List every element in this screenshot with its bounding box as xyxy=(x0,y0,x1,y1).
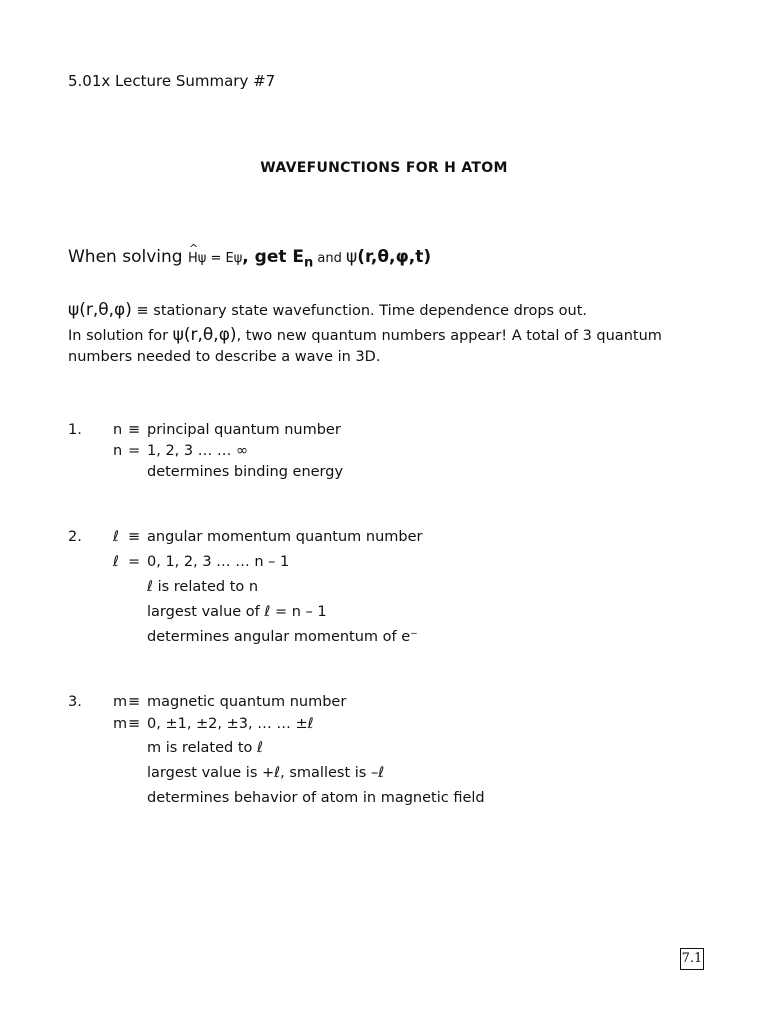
item-relation: ≡ xyxy=(128,716,141,732)
psi-variables: (r,θ,φ) xyxy=(79,300,132,320)
item-symbol: m xyxy=(113,716,128,732)
item-number: 2. xyxy=(68,529,82,545)
item-text: largest value of ℓ = n – 1 xyxy=(147,604,327,620)
schrodinger-eq: ψ = Eψ xyxy=(197,251,243,266)
psi-variables: (r,θ,φ) xyxy=(183,325,237,345)
item-text: 0, ±1, ±2, ±3, … … ±ℓ xyxy=(147,716,314,732)
item-symbol: ℓ xyxy=(113,554,119,570)
intro-line-2-end: , two new quantum numbers appear! A total of 3 quantum xyxy=(236,328,662,344)
course-header: 5.01x Lecture Summary #7 xyxy=(68,72,276,90)
intro-line-1 xyxy=(68,300,587,320)
item-text: ℓ is related to n xyxy=(147,579,259,595)
intro-line-1-text: ≡ stationary state wavefunction. Time dependence drops out. xyxy=(131,303,588,319)
page-number: 7.1 xyxy=(680,948,704,970)
item-symbol: ℓ xyxy=(113,529,119,545)
energy-subscript: n xyxy=(304,255,314,271)
psi-symbol: ψ xyxy=(172,325,184,345)
intro-line-2-start: In solution for xyxy=(68,328,173,344)
get-energy: , get E xyxy=(242,247,305,267)
intro-line-3: numbers needed to describe a wave in 3D. xyxy=(68,349,381,365)
item-symbol: m xyxy=(113,694,128,710)
psi-symbol: ψ xyxy=(68,300,80,320)
psi-variables: (r,θ,φ,t) xyxy=(357,247,432,267)
item-symbol: n xyxy=(113,443,123,459)
item-relation: = xyxy=(128,443,141,459)
page-title: WAVEFUNCTIONS FOR H ATOM xyxy=(260,160,508,176)
hamiltonian-operator: ^ H xyxy=(188,251,198,266)
item-number: 1. xyxy=(68,422,82,438)
item-text: angular momentum quantum number xyxy=(147,529,423,545)
solving-line xyxy=(68,247,431,270)
item-text: m is related to ℓ xyxy=(147,740,263,756)
item-relation: ≡ xyxy=(128,694,141,710)
item-text: determines binding energy xyxy=(147,464,344,480)
item-text: 0, 1, 2, 3 … … n – 1 xyxy=(147,554,290,570)
item-text: largest value is +ℓ, smallest is –ℓ xyxy=(147,765,385,781)
item-text: principal quantum number xyxy=(147,422,341,438)
intro-line-2 xyxy=(68,325,662,345)
item-text: determines behavior of atom in magnetic field xyxy=(147,790,485,806)
item-relation: = xyxy=(128,554,141,570)
item-number: 3. xyxy=(68,694,82,710)
and-word: and xyxy=(313,251,347,266)
solving-prefix: When solving xyxy=(68,247,183,267)
psi-symbol: ψ xyxy=(346,247,358,267)
item-text: determines angular momentum of e⁻ xyxy=(147,629,418,645)
item-text: 1, 2, 3 … … ∞ xyxy=(147,443,249,459)
item-relation: ≡ xyxy=(128,529,141,545)
item-relation: ≡ xyxy=(128,422,141,438)
item-text: magnetic quantum number xyxy=(147,694,347,710)
item-symbol: n xyxy=(113,422,123,438)
